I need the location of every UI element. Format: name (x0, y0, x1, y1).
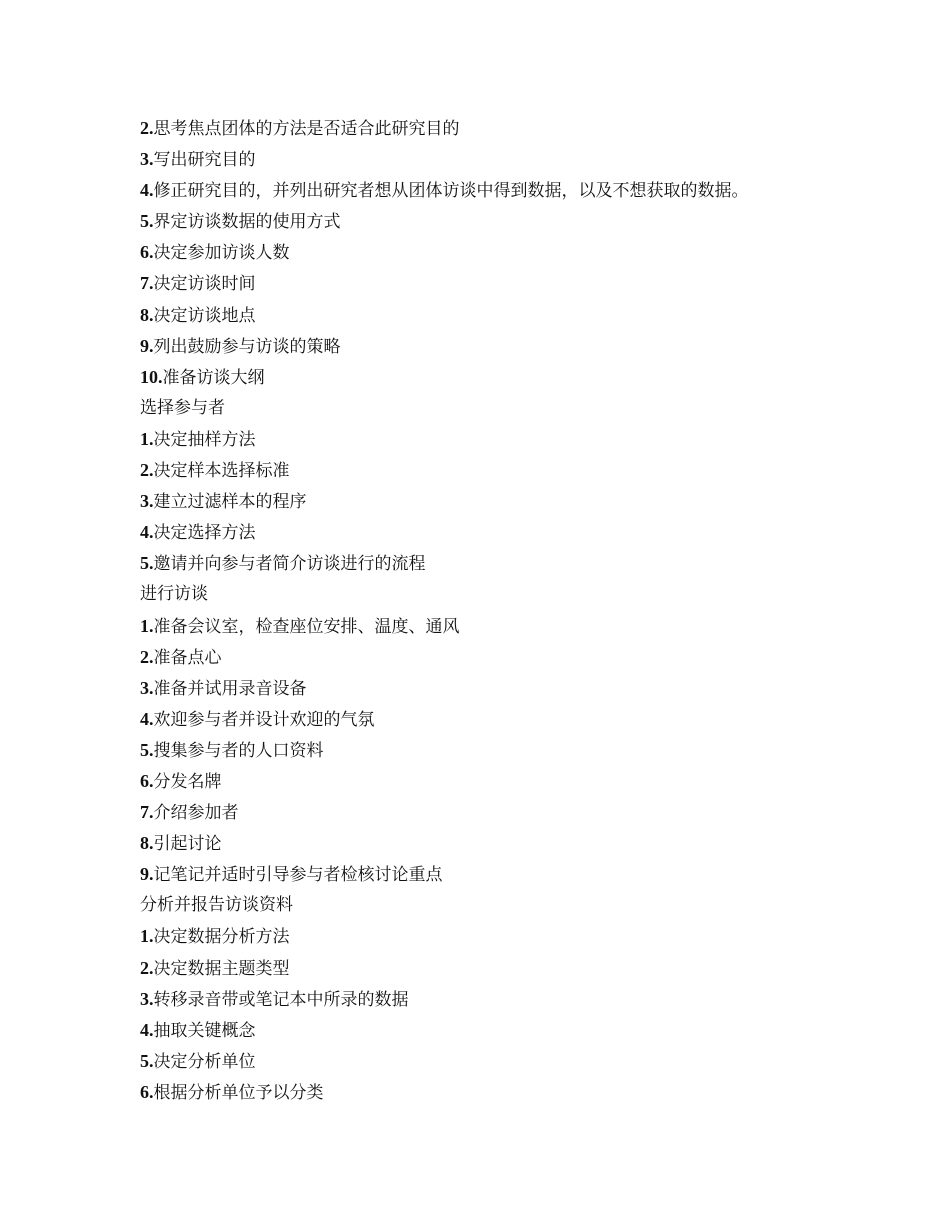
list-item-text: 搜集参与者的人口资料 (153, 740, 324, 761)
list-item-number: 6. (140, 770, 154, 791)
list-item-number: 2. (140, 460, 154, 481)
list-item (140, 953, 900, 984)
list-item (140, 984, 900, 1015)
list-item (140, 1046, 900, 1077)
list-item (140, 797, 900, 828)
list-item-number: 10. (140, 366, 163, 387)
list-item (140, 237, 900, 268)
list-item-text: 准备并试用录音设备 (153, 678, 307, 699)
list-item-number: 8. (140, 304, 154, 325)
list-item-number: 9. (140, 335, 154, 356)
list-item (140, 735, 900, 766)
list-item (140, 548, 900, 579)
list-item-text: 界定访谈数据的使用方式 (153, 212, 341, 233)
list-item (140, 859, 900, 890)
list-item-text: 列出鼓励参与访谈的策略 (153, 336, 341, 357)
list-item-text: 介绍参加者 (153, 803, 239, 824)
list-item-number: 4. (140, 522, 154, 543)
list-item (140, 268, 900, 299)
list-item-number: 1. (140, 926, 154, 947)
list-item-text: 转移录音带或笔记本中所录的数据 (153, 989, 409, 1010)
list-item (140, 486, 900, 517)
list-item-number: 4. (140, 1019, 154, 1040)
section-heading: 进行访谈 (140, 584, 208, 605)
list-item-number: 6. (140, 242, 154, 263)
list-item-text: 抽取关键概念 (153, 1020, 256, 1041)
list-item (140, 1077, 900, 1108)
list-item-text: 思考焦点团体的方法是否适合此研究目的 (153, 119, 460, 139)
list-item-text: 修正研究目的，并列出研究者想从团体访谈中得到数据，以及不想获取的数据。 (153, 181, 749, 202)
list-item-number: 3. (140, 677, 154, 698)
list-item-text: 决定参加访谈人数 (153, 243, 290, 264)
list-item-number: 2. (140, 118, 154, 138)
list-item-text: 决定数据主题类型 (153, 958, 290, 979)
list-item (140, 144, 900, 175)
list-item-text: 建立过滤样本的程序 (153, 492, 307, 513)
list-item-number: 5. (140, 211, 154, 232)
list-item-number: 1. (140, 428, 154, 449)
list-item-number: 1. (140, 615, 154, 636)
list-item (140, 175, 900, 206)
list-item-text: 根据分析单位予以分类 (153, 1082, 324, 1103)
list-item-text: 引起讨论 (153, 834, 222, 855)
list-item-text: 写出研究目的 (153, 150, 256, 171)
list-item-number: 5. (140, 1050, 154, 1071)
list-item-text: 欢迎参与者并设计欢迎的气氛 (153, 709, 375, 730)
list-item-text: 决定分析单位 (153, 1051, 256, 1072)
list-item (140, 455, 900, 486)
list-item (140, 300, 900, 331)
list-item (140, 517, 900, 548)
list-item (140, 766, 900, 797)
list-item-number: 7. (140, 273, 154, 294)
list-item-number: 5. (140, 739, 154, 760)
list-item-text: 决定访谈时间 (153, 274, 256, 295)
list-item-text: 决定抽样方法 (153, 429, 256, 450)
list-item (140, 113, 900, 144)
list-item-text: 准备访谈大纲 (162, 367, 265, 388)
section-heading: 分析并报告访谈资料 (140, 895, 293, 916)
list-item-text: 决定样本选择标准 (153, 461, 290, 482)
list-item-number: 6. (140, 1081, 154, 1102)
list-item (140, 642, 900, 673)
list-item (140, 362, 900, 393)
list-item (140, 921, 900, 952)
document-body (140, 113, 900, 1108)
list-item-number: 3. (140, 988, 154, 1009)
list-item-text: 分发名牌 (153, 771, 222, 792)
list-item-text: 准备会议室，检查座位安排、温度、通风 (153, 616, 460, 637)
list-item-number: 2. (140, 646, 154, 667)
list-item (140, 673, 900, 704)
list-item (140, 828, 900, 859)
list-item-number: 8. (140, 833, 154, 854)
list-item-number: 7. (140, 802, 154, 823)
list-item-number: 4. (140, 708, 154, 729)
list-item-number: 3. (140, 491, 154, 512)
list-item-text: 决定数据分析方法 (153, 927, 290, 948)
list-item-number: 9. (140, 864, 154, 885)
list-item-text: 决定访谈地点 (153, 305, 256, 326)
section-heading: 选择参与者 (140, 397, 225, 418)
list-item-text: 准备点心 (153, 647, 222, 668)
list-item (140, 206, 900, 237)
list-item-text: 邀请并向参与者简介访谈进行的流程 (153, 554, 426, 575)
list-item-text: 记笔记并适时引导参与者检核讨论重点 (153, 865, 443, 886)
list-item (140, 704, 900, 735)
list-item (140, 611, 900, 642)
list-item (140, 331, 900, 362)
list-item-number: 5. (140, 553, 154, 574)
list-item (140, 424, 900, 455)
list-item-number: 3. (140, 149, 154, 170)
list-item-number: 2. (140, 957, 154, 978)
list-item-number: 4. (140, 180, 154, 201)
list-item (140, 1015, 900, 1046)
list-item-text: 决定选择方法 (153, 523, 256, 544)
